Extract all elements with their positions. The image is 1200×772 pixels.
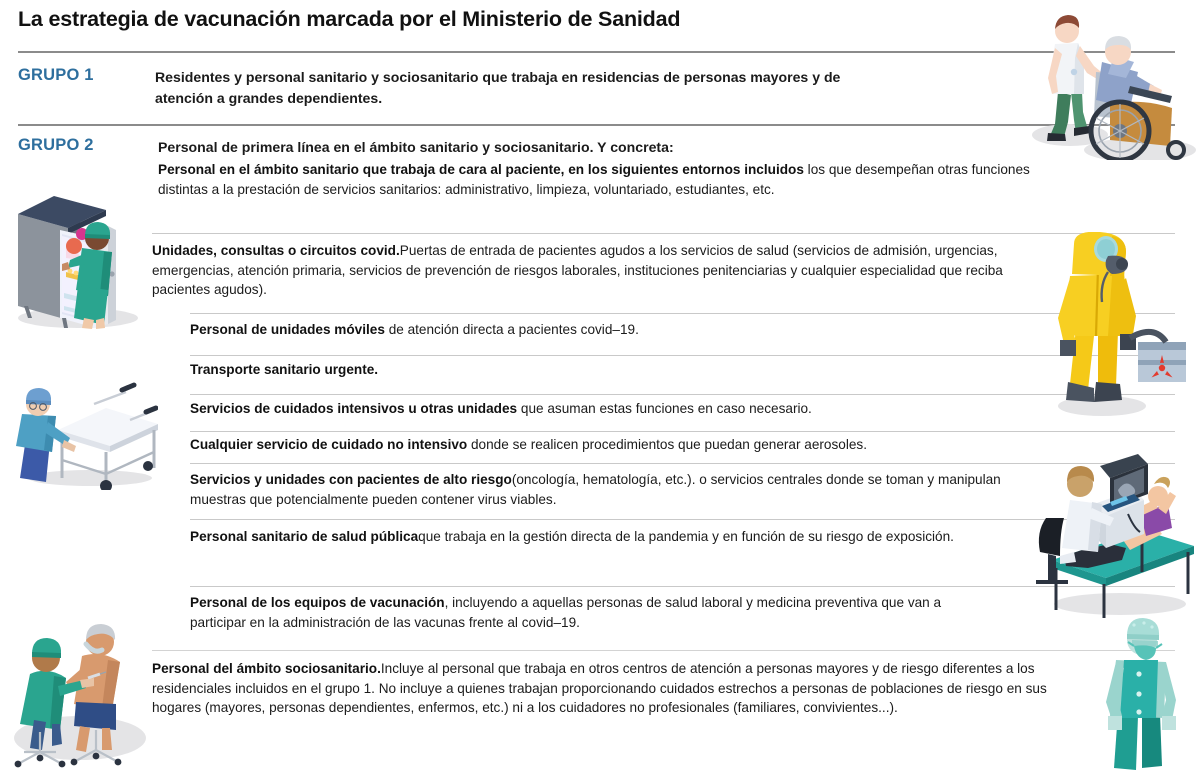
group2-entry-1-text: los que desempeñan otras funciones distintas a la prestación de servicios sanitarios: administrativo, limpieza, voluntariado, estudiantes, etc. <box>158 162 1030 197</box>
group2-entry-8-text: que trabaja en la gestión directa de la pandemia y en función de su riesgo de exposición. <box>418 529 954 544</box>
group2-entry-8 <box>190 527 1025 547</box>
group2-entry-2-bold: Unidades, consultas o circuitos covid. <box>152 243 400 258</box>
group2-entry-7-text: (oncología, hematología, etc.). o servicios centrales donde se toman y manipulan muestras que potencialmente pueden contener virus viables. <box>190 472 1001 507</box>
group2-entry-8-bold: Personal sanitario de salud pública <box>190 529 419 544</box>
group-label-1: GRUPO 1 <box>18 66 94 84</box>
group2-entry-6-bold: Cualquier servicio de cuidado no intensivo <box>190 437 468 452</box>
group2-entry-2 <box>152 241 1037 300</box>
group2-entry-2-text: Puertas de entrada de pacientes agudos a los servicios de salud (servicios de admisión, urgencias, emergencias, atención primaria, servicios de prevención de riesgos laborales, instituciones penitenciarias y cualquier especialidad que reciba pacientes agudos). <box>152 243 1003 297</box>
divider-g2-entry2 <box>152 233 1175 234</box>
page-title: La estrategia de vacunación marcada por el Ministerio de Sanidad <box>18 7 681 31</box>
group2-entry-0: Personal de primera línea en el ámbito sanitario y sociosanitario. Y concreta: <box>158 139 674 155</box>
group2-entry-4 <box>190 360 1050 380</box>
group2-entry-3 <box>190 320 1050 340</box>
group2-entry-1-bold: Personal en el ámbito sanitario que trabaja de cara al paciente, en los siguientes entornos incluidos <box>158 162 804 177</box>
ultrasound-examination-illustration <box>1030 452 1198 620</box>
divider-after-grupo1 <box>18 124 1175 126</box>
group-label-2: GRUPO 2 <box>18 136 94 154</box>
group2-entry-3-text: de atención directa a pacientes covid–19. <box>384 322 639 337</box>
hazmat-suit-worker-illustration <box>1042 232 1194 418</box>
divider-g2-entry8 <box>190 519 1175 520</box>
group2-entry-9-text: , incluyendo a aquellas personas de salud laboral y medicina preventiva que van a participar en la administración de las vacunas frente al covid–19. <box>190 595 942 630</box>
divider-g2-entry3 <box>190 313 1175 314</box>
divider-before-last <box>152 650 1175 651</box>
group2-entry-6 <box>190 435 1060 455</box>
group2-entry-7-bold: Servicios y unidades con pacientes de alto riesgo <box>190 472 512 487</box>
group2-entry-10-bold: Personal del ámbito sociosanitario. <box>152 661 381 676</box>
surgeon-standing-illustration <box>1092 616 1200 772</box>
group2-entry-3-bold: Personal de unidades móviles <box>190 322 385 337</box>
divider-g2-entry6 <box>190 431 1175 432</box>
stretcher-orderly-illustration <box>2 382 158 490</box>
group2-entry-5-text: que asuman estas funciones en caso necesario. <box>517 401 812 416</box>
group2-entry-1 <box>158 160 1038 199</box>
divider-top <box>18 51 1175 53</box>
lab-refrigerator-technician-illustration <box>4 168 152 330</box>
divider-g2-entry4 <box>190 355 1175 356</box>
nurse-vaccinating-patient-illustration <box>4 612 156 768</box>
group2-entry-5 <box>190 399 1050 419</box>
divider-g2-entry7 <box>190 463 1175 464</box>
caregiver-pushing-wheelchair-illustration <box>1022 0 1200 160</box>
group2-entry-10-text: Incluye al personal que trabaja en otros centros de atención a personas mayores y de riesgo diferentes a los residenciales incluidos en el grupo 1. No incluye a quienes trabajan proporcionando cuidados estrechos a personas de poblaciones de riesgo en sus hogares (mayores, personas dependientes, enfermos, etc.) ni a los cuidadores no profesionales (familiares, convivientes...). <box>152 661 1047 715</box>
divider-g2-entry5 <box>190 394 1175 395</box>
group2-entry-4-bold: Transporte sanitario urgente. <box>190 362 379 377</box>
group2-entry-9 <box>190 593 980 632</box>
group2-entry-5-bold: Servicios de cuidados intensivos u otras unidades <box>190 401 518 416</box>
group2-entry-7 <box>190 470 1035 509</box>
group2-entry-9-bold: Personal de los equipos de vacunación <box>190 595 445 610</box>
group2-entry-6-text: donde se realicen procedimientos que puedan generar aerosoles. <box>467 437 867 452</box>
group1-entry-text: Residentes y personal sanitario y sociosanitario que trabaja en residencias de personas mayores y de atención a grandes dependientes. <box>155 69 841 106</box>
divider-g2-entry9 <box>190 586 1175 587</box>
group2-entry-10 <box>152 659 1070 718</box>
